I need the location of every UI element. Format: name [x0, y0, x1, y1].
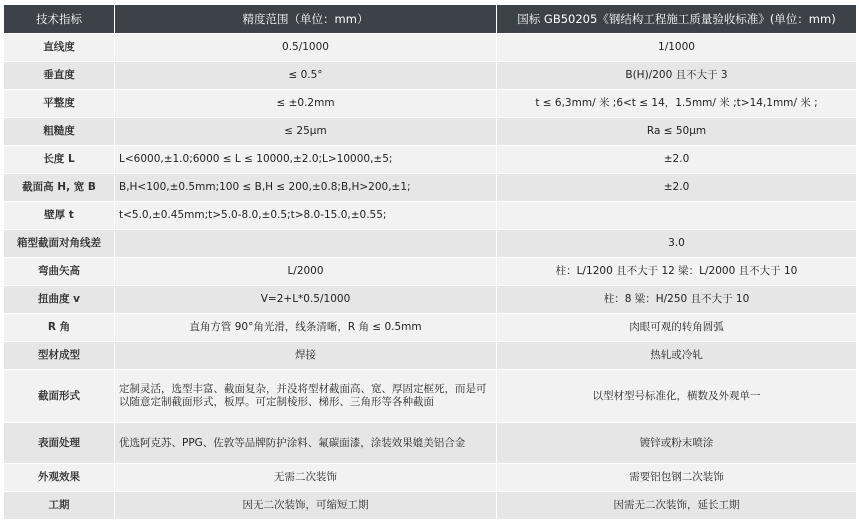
table-row	[4, 118, 857, 146]
header-indicator: 技术指标	[4, 5, 115, 34]
row-standard: ±2.0	[497, 146, 857, 174]
row-range: 直角方管 90°角光滑，线条清晰，R 角 ≤ 0.5mm	[115, 314, 497, 342]
row-range	[115, 230, 497, 258]
table-row	[4, 314, 857, 342]
table-row	[4, 146, 857, 174]
row-range: ≤ 0.5°	[115, 62, 497, 90]
table-row	[4, 34, 857, 62]
row-indicator: 直线度	[4, 34, 115, 62]
comparison-table	[3, 4, 857, 520]
row-standard: ±2.0	[497, 174, 857, 202]
row-standard: B(H)/200 且不大于 3	[497, 62, 857, 90]
row-standard: 肉眼可观的转角圆弧	[497, 314, 857, 342]
row-range: 优选阿克苏、PPG、佐敦等品牌防护涂料、氟碳面漆，涂装效果媲美铝合金	[115, 423, 497, 464]
row-indicator: 外观效果	[4, 464, 115, 492]
table-row	[4, 174, 857, 202]
row-standard	[497, 202, 857, 230]
row-standard: 因需无二次装饰，延长工期	[497, 492, 857, 520]
row-indicator: 型材成型	[4, 342, 115, 370]
row-indicator: 壁厚 t	[4, 202, 115, 230]
table-row	[4, 423, 857, 464]
row-range: L<6000,±1.0;6000 ≤ L ≤ 10000,±2.0;L>10000,±5;	[115, 146, 497, 174]
table-row	[4, 464, 857, 492]
row-range: 0.5/1000	[115, 34, 497, 62]
row-standard: 镀锌或粉末喷涂	[497, 423, 857, 464]
table-row	[4, 342, 857, 370]
header-row	[4, 5, 857, 34]
row-standard: t ≤ 6,3mm/ 米 ;6<t ≤ 14，1.5mm/ 米 ;t>14,1mm/ 米 ;	[497, 90, 857, 118]
table-row	[4, 202, 857, 230]
row-indicator: 垂直度	[4, 62, 115, 90]
row-indicator: R 角	[4, 314, 115, 342]
row-standard: 1/1000	[497, 34, 857, 62]
row-indicator: 表面处理	[4, 423, 115, 464]
table-row	[4, 62, 857, 90]
row-indicator: 箱型截面对角线差	[4, 230, 115, 258]
row-range: B,H<100,±0.5mm;100 ≤ B,H ≤ 200,±0.8;B,H>200,±1;	[115, 174, 497, 202]
header-national-standard: 国标 GB50205《钢结构工程施工质量验收标准》(单位：mm)	[497, 5, 857, 34]
row-indicator: 扭曲度 v	[4, 286, 115, 314]
row-indicator: 粗糙度	[4, 118, 115, 146]
row-indicator: 工期	[4, 492, 115, 520]
row-range: 定制灵活，选型丰富、截面复杂，并没将型材截面高、宽、厚固定框死，而是可以随意定制截面形式，板厚。可定制棱形、梯形、三角形等各种截面	[115, 370, 497, 423]
row-range: 因无二次装饰，可缩短工期	[115, 492, 497, 520]
row-standard: Ra ≤ 50μm	[497, 118, 857, 146]
row-range: 焊接	[115, 342, 497, 370]
row-range: ≤ 25μm	[115, 118, 497, 146]
row-indicator: 平整度	[4, 90, 115, 118]
table-row	[4, 370, 857, 423]
row-range: t<5.0,±0.45mm;t>5.0-8.0,±0.5;t>8.0-15.0,±0.55;	[115, 202, 497, 230]
row-indicator: 截面形式	[4, 370, 115, 423]
row-range: 无需二次装饰	[115, 464, 497, 492]
row-indicator: 弯曲矢高	[4, 258, 115, 286]
table-row	[4, 90, 857, 118]
row-standard: 以型材型号标准化，横数及外观单一	[497, 370, 857, 423]
row-standard: 3.0	[497, 230, 857, 258]
table-row	[4, 258, 857, 286]
header-precision-range: 精度范围（单位：mm）	[115, 5, 497, 34]
table-row	[4, 286, 857, 314]
row-range: L/2000	[115, 258, 497, 286]
row-range: ≤ ±0.2mm	[115, 90, 497, 118]
spec-table-container	[3, 4, 856, 520]
row-standard: 热轧或冷轧	[497, 342, 857, 370]
row-standard: 柱：L/1200 且不大于 12 梁：L/2000 且不大于 10	[497, 258, 857, 286]
table-row	[4, 230, 857, 258]
row-range: V=2+L*0.5/1000	[115, 286, 497, 314]
row-indicator: 截面高 H, 宽 B	[4, 174, 115, 202]
table-row	[4, 492, 857, 520]
row-indicator: 长度 L	[4, 146, 115, 174]
row-standard: 柱：8 梁：H/250 且不大于 10	[497, 286, 857, 314]
row-standard: 需要铝包钢二次装饰	[497, 464, 857, 492]
